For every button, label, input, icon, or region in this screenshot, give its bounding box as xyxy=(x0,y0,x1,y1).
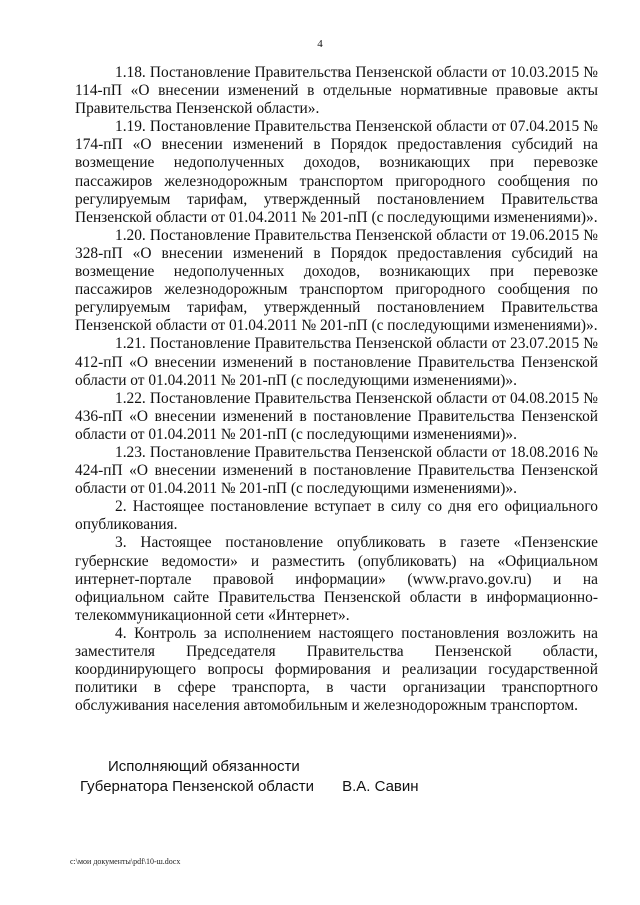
signature-position-line1: Исполняющий обязанности xyxy=(108,758,300,775)
paragraph-3: 3. Настоящее постановление опубликовать в газете «Пензенские губернские ведомости» и разместить (опубликовать) на «Официальном интернет-портале правовой информации» (www.pravo.gov.ru) и на официальном сайте Правительства Пензенской области в информационно-телекоммуникационной сети «Интернет». xyxy=(75,534,598,624)
signature-position-line2: Губернатора Пензенской области xyxy=(80,778,315,795)
paragraph-1-23: 1.23. Постановление Правительства Пензенской области от 18.08.2016 № 424-пП «О внесении изменений в постановление Правительства Пензенской области от 01.04.2011 № 201-пП (с последующими изменениями)». xyxy=(75,443,598,498)
paragraph-1-19: 1.19. Постановление Правительства Пензенской области от 07.04.2015 № 174-пП «О внесении изменений в Порядок предоставления субсидий на возмещение недополученных доходов, возникающих при перевозке пассажиров железнодорожным транспортом пригородного сообщения по регулируемым тарифам, утвержденный постановлением Правительства Пензенской области от 01.04.2011 № 201-пП (с последующими изменениями)». xyxy=(75,118,598,226)
paragraph-1-20: 1.20. Постановление Правительства Пензенской области от 19.06.2015 № 328-пП «О внесении изменений в Порядок предоставления субсидий на возмещение недополученных доходов, возникающих при перевозке пассажиров железнодорожным транспортом пригородного сообщения по регулируемым тарифам, утвержденный постановлением Правительства Пензенской области от 01.04.2011 № 201-пП (с последующими изменениями)». xyxy=(75,226,598,335)
paragraph-2: 2. Настоящее постановление вступает в силу со дня его официального опубликования. xyxy=(75,498,598,534)
paragraph-1-18: 1.18. Постановление Правительства Пензенской области от 10.03.2015 № 114-пП «О внесении изменений в отдельные нормативные правовые акты Правительства Пензенской области». xyxy=(75,64,598,118)
paragraph-1-22: 1.22. Постановление Правительства Пензенской области от 04.08.2015 № 436-пП «О внесении изменений в постановление Правительства Пензенской области от 01.04.2011 № 201-пП (с последующими изменениями)». xyxy=(75,389,598,443)
document-body xyxy=(75,64,598,715)
paragraph-1-21: 1.21. Постановление Правительства Пензенской области от 23.07.2015 № 412-пП «О внесении изменений в постановление Правительства Пензенской области от 01.04.2011 № 201-пП (с последующими изменениями)». xyxy=(75,335,598,389)
file-path-footer: c:\мои документы\pdf\10-ш.docx xyxy=(70,857,181,866)
signatory-name: В.А. Савин xyxy=(342,778,419,795)
paragraph-4: 4. Контроль за исполнением настоящего постановления возложить на заместителя Председателя Правительства Пензенской области, координирующего вопросы формирования и реализации государственной политики в сфере транспорта, в части организации транспортного обслуживания населения автомобильным и железнодорожным транспортом. xyxy=(75,624,598,715)
signature-block xyxy=(80,757,520,797)
signature-row xyxy=(80,777,520,797)
page-number: 4 xyxy=(317,38,323,50)
